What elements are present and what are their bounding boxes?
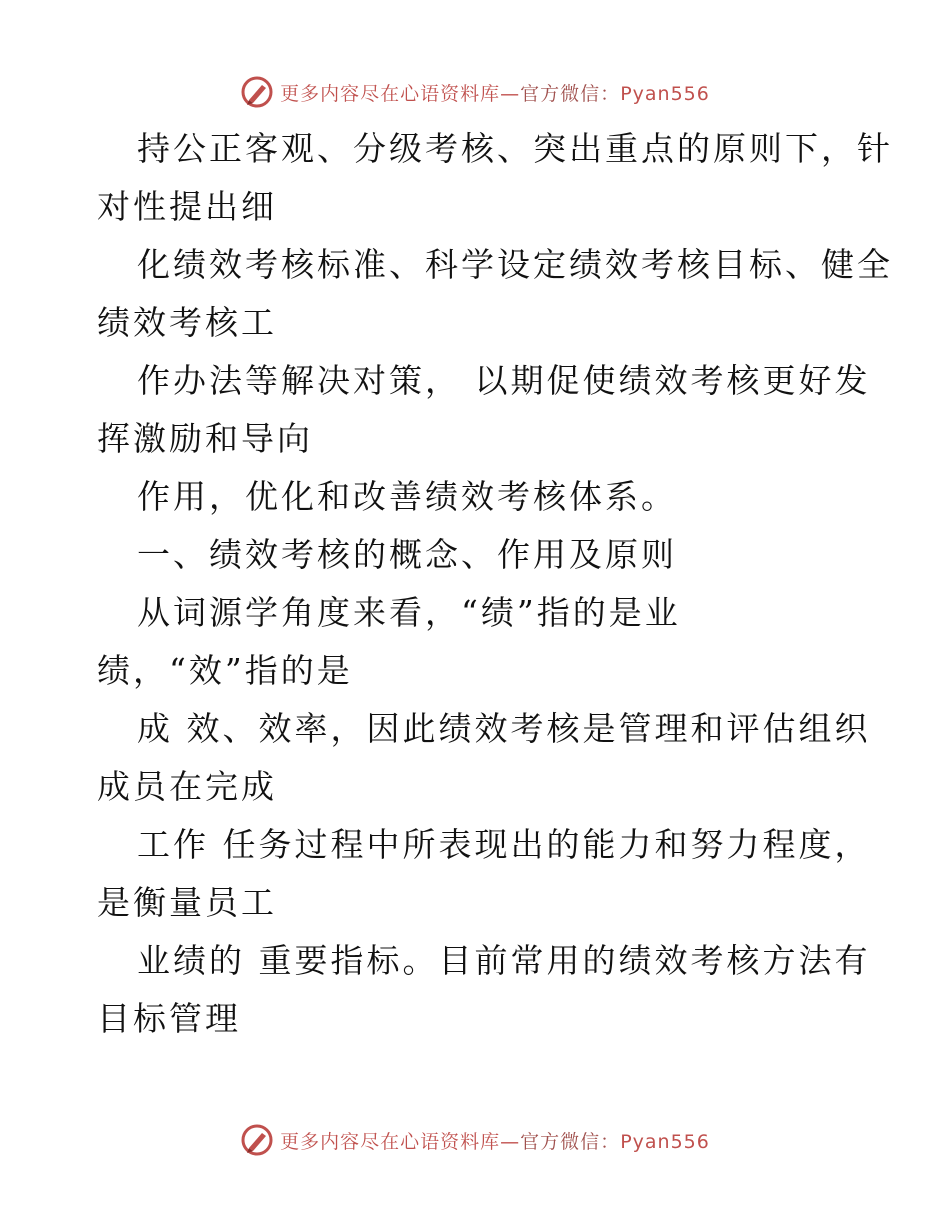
text-line: 作办法等解决对策， 以期促使绩效考核更好发 [137, 361, 871, 400]
footer-banner [0, 1120, 950, 1160]
banner-wechat-label: 官方微信： [520, 82, 621, 105]
text-line: 业绩的 重要指标。目前常用的绩效考核方法有 [137, 941, 871, 980]
text-line: 目标管理 [97, 999, 241, 1038]
text-line: 挥激励和导向 [97, 419, 313, 458]
text-line: 成员在完成 [97, 767, 277, 806]
banner-wechat-id: Pyan556 [620, 82, 710, 105]
text-line: 从词源学角度来看，“绩”指的是业 [137, 593, 681, 632]
text-line: 成 效、效率，因此绩效考核是管理和评估组织 [137, 709, 871, 748]
banner-text [280, 1127, 710, 1154]
banner-slogan: 更多内容尽在心语资料库 [280, 82, 501, 105]
pen-logo-icon [240, 75, 274, 109]
document-body [97, 120, 893, 1048]
header-banner [0, 72, 950, 112]
banner-separator: — [500, 82, 521, 105]
text-line: 是衡量员工 [97, 883, 277, 922]
text-line: 绩，“效”指的是 [97, 651, 353, 690]
banner-text [280, 79, 710, 106]
text-line: 化绩效考核标准、科学设定绩效考核目标、健全 [137, 245, 893, 284]
pen-logo-icon [240, 1123, 274, 1157]
section-heading: 一、绩效考核的概念、作用及原则 [137, 535, 677, 574]
text-line: 持公正客观、分级考核、突出重点的原则下，针 [137, 129, 893, 168]
text-line: 绩效考核工 [97, 303, 277, 342]
banner-wechat-id: Pyan556 [620, 1130, 710, 1153]
banner-wechat-label: 官方微信： [520, 1130, 621, 1153]
banner-separator: — [500, 1130, 521, 1153]
banner-slogan: 更多内容尽在心语资料库 [280, 1130, 501, 1153]
text-line: 作用，优化和改善绩效考核体系。 [137, 477, 677, 516]
text-line: 对性提出细 [97, 187, 277, 226]
text-line: 工作 任务过程中所表现出的能力和努力程度， [137, 825, 871, 864]
